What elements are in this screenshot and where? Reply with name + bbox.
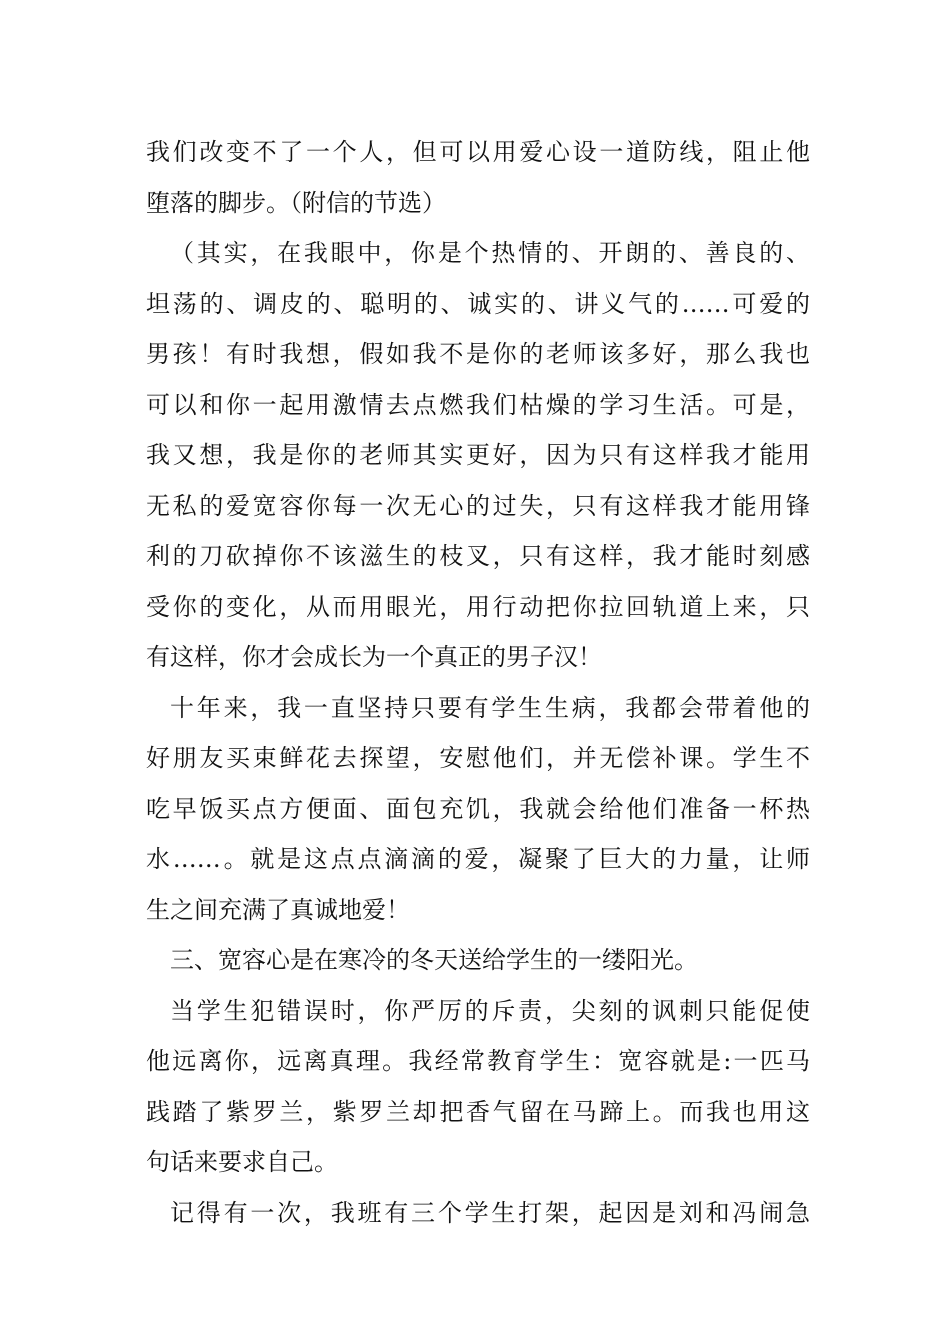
text-line: 堕落的脚步。（附信的节选）: [146, 188, 446, 217]
text-line: 好朋友买束鲜花去探望，安慰他们，并无偿补课。学生不: [146, 744, 810, 772]
text-line: 有这样，你才会成长为一个真正的男子汉！: [146, 643, 602, 671]
text-line: 吃早饭买点方便面、面包充饥，我就会给他们准备一杯热: [146, 794, 810, 823]
text-line: 记得有一次，我班有三个学生打架，起因是刘和冯闹急: [170, 1198, 810, 1227]
text-line: 水……。就是这点点滴滴的爱，凝聚了巨大的力量，让师: [146, 845, 810, 873]
text-line: 践踏了紫罗兰，紫罗兰却把香气留在马蹄上。而我也用这: [146, 1097, 810, 1126]
document-body: [146, 127, 810, 1238]
text-line: 无私的爱宽容你每一次无心的过失，只有这样我才能用锋: [146, 491, 810, 520]
text-line: 当学生犯错误时，你严厉的斥责，尖刻的讽刺只能促使: [170, 996, 810, 1025]
text-line: 我们改变不了一个人，但可以用爱心设一道防线，阻止他: [146, 138, 810, 166]
text-line: 三、宽容心是在寒冷的冬天送给学生的一缕阳光。: [170, 946, 698, 974]
text-line: 坦荡的、调皮的、聪明的、诚实的、讲义气的……可爱的: [146, 289, 810, 318]
text-line: 他远离你，远离真理。我经常教育学生：宽容就是:一匹马: [146, 1047, 810, 1075]
text-line: （其实，在我眼中，你是个热情的、开朗的、善良的、: [170, 239, 810, 267]
text-line: 男孩！有时我想，假如我不是你的老师该多好，那么我也: [146, 340, 810, 368]
text-line: 生之间充满了真诚地爱！: [146, 895, 410, 924]
text-line: 可以和你一起用激情去点燃我们枯燥的学习生活。可是，: [146, 390, 810, 419]
text-line: 我又想，我是你的老师其实更好，因为只有这样我才能用: [146, 441, 810, 469]
text-line: 利的刀砍掉你不该滋生的枝叉，只有这样，我才能时刻感: [146, 542, 810, 570]
text-line: 句话来要求自己。: [146, 1148, 338, 1176]
text-line: 十年来，我一直坚持只要有学生生病，我都会带着他的: [170, 693, 810, 722]
text-line: 受你的变化，从而用眼光，用行动把你拉回轨道上来，只: [146, 592, 810, 621]
